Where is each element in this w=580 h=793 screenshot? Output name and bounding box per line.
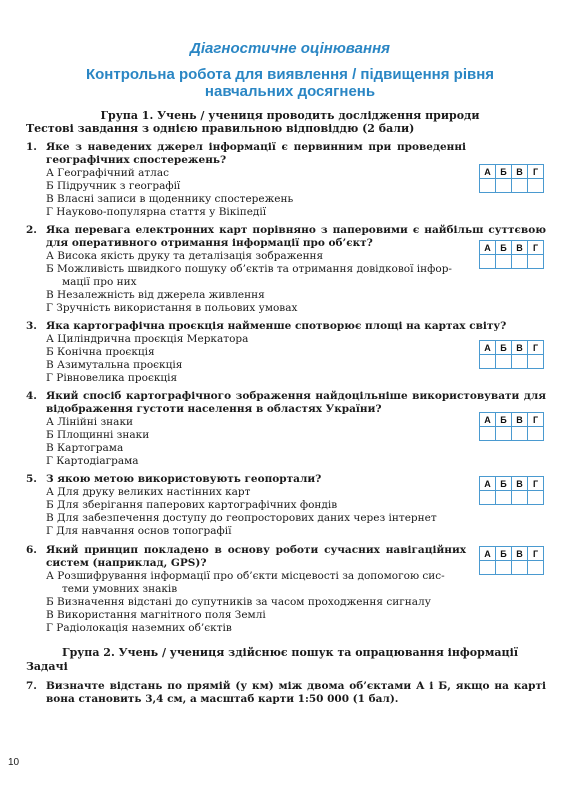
option-b-continued: мації про них [62, 276, 137, 288]
answer-cell-a[interactable] [480, 355, 496, 369]
answer-letter: А [480, 547, 496, 561]
option-a: А Географічний атлас [46, 167, 169, 179]
option-c: В Картограма [46, 442, 124, 454]
question-number: 1. [26, 141, 37, 153]
answer-cell-b[interactable] [496, 561, 512, 575]
option-c: В Незалежність від джерела живлення [46, 289, 265, 301]
answer-cell-c[interactable] [512, 427, 528, 441]
answer-letter: Г [528, 341, 544, 355]
answer-letter: А [480, 341, 496, 355]
question-text: Яка картографічна проєкція найменше спотворює площі на картах світу? [46, 320, 507, 332]
answer-letter: А [480, 165, 496, 179]
option-a: А Циліндрична проєкція Меркатора [46, 333, 249, 345]
answer-cell-a[interactable] [480, 255, 496, 269]
answer-cell-a[interactable] [480, 561, 496, 575]
option-c: В Використання магнітного поля Землі [46, 609, 266, 621]
option-b: Б Підручник з географії [46, 180, 181, 192]
option-c: В Власні записи в щоденнику спостережень [46, 193, 294, 205]
answer-cell-d[interactable] [528, 427, 544, 441]
question-number: 3. [26, 320, 37, 332]
answer-letter: В [512, 413, 528, 427]
answer-cell-b[interactable] [496, 355, 512, 369]
answer-letter: А [480, 477, 496, 491]
answer-letter: Б [496, 413, 512, 427]
answer-letter: Б [496, 477, 512, 491]
answer-grid-2[interactable] [479, 240, 544, 269]
question-text: Який принцип покладено в основу роботи сучасних навігаційних систем (наприклад, GPS)? [46, 544, 466, 569]
question-number: 2. [26, 224, 37, 236]
question-number: 4. [26, 390, 37, 402]
option-d: Г Зручність використання в польових умовах [46, 302, 298, 314]
question-6 [26, 544, 546, 635]
answer-letter: Б [496, 547, 512, 561]
answer-cell-a[interactable] [480, 491, 496, 505]
section-title: Діагностичне оцінювання [190, 40, 390, 57]
page-title: Контрольна робота для виявлення / підвищення рівня навчальних досягнень [85, 66, 495, 100]
option-a-continued: теми умовних знаків [62, 583, 178, 595]
answer-letter: В [512, 477, 528, 491]
answer-grid-4[interactable] [479, 412, 544, 441]
answer-letter: Г [528, 165, 544, 179]
option-c: В Азимутальна проєкція [46, 359, 183, 371]
answer-letter: Г [528, 477, 544, 491]
answer-grid-5[interactable] [479, 476, 544, 505]
answer-grid-1[interactable] [479, 164, 544, 193]
option-b: Б Для зберігання паперових картографічних фондів [46, 499, 338, 511]
answer-cell-d[interactable] [528, 255, 544, 269]
option-b: Б Конічна проєкція [46, 346, 155, 358]
answer-cell-b[interactable] [496, 255, 512, 269]
question-number: 6. [26, 544, 37, 556]
answer-cell-d[interactable] [528, 355, 544, 369]
option-b: Б Можливість швидкого пошуку об’єктів та отримання довідкової інфор- [46, 263, 452, 275]
group1-heading: Група 1. Учень / учениця проводить дослідження природи [100, 109, 480, 122]
answer-letter: В [512, 165, 528, 179]
task-number: 7. [26, 680, 37, 692]
answer-cell-c[interactable] [512, 561, 528, 575]
question-5 [26, 473, 546, 538]
question-1 [26, 141, 546, 219]
answer-cell-b[interactable] [496, 179, 512, 193]
option-a: А Для друку великих настінних карт [46, 486, 251, 498]
question-text: Яке з наведених джерел інформації є первинним при проведенні географічних спостережень? [46, 141, 466, 166]
answer-cell-c[interactable] [512, 491, 528, 505]
answer-cell-a[interactable] [480, 427, 496, 441]
answer-letter: В [512, 547, 528, 561]
task-text: Визначте відстань по прямій (у км) між двома об’єктами А і Б, якщо на карті вона становить 3,4 см, а масштаб карти 1:50 000 (1 бал). [46, 680, 546, 705]
option-d: Г Картодіаграма [46, 455, 139, 467]
answer-cell-c[interactable] [512, 255, 528, 269]
answer-letter: Б [496, 241, 512, 255]
question-text: Яка перевага електронних карт порівняно з паперовими є найбільш суттєвою для оперативного отримання інформації про об’єкт? [46, 224, 546, 249]
question-4 [26, 390, 546, 468]
option-a: А Висока якість друку та деталізація зображення [46, 250, 324, 262]
option-b: Б Визначення відстані до супутників за часом проходження сигналу [46, 596, 431, 608]
option-a: А Розшифрування інформації про об’єкти місцевості за допомогою сис- [46, 570, 445, 582]
answer-letter: А [480, 241, 496, 255]
option-d: Г Науково-популярна стаття у Вікіпедії [46, 206, 267, 218]
answer-cell-c[interactable] [512, 179, 528, 193]
option-d: Г Радіолокація наземних об’єктів [46, 622, 232, 634]
answer-cell-a[interactable] [480, 179, 496, 193]
answer-letter: Г [528, 547, 544, 561]
group2-subheading: Задачі [26, 660, 68, 673]
option-d: Г Рівновелика проєкція [46, 372, 178, 384]
question-text: Який спосіб картографічного зображення найдоцільніше використовувати для відображення густоти населення в областях України? [46, 390, 546, 415]
question-3 [26, 320, 546, 385]
answer-letter: Б [496, 341, 512, 355]
question-2 [26, 224, 546, 315]
option-c: В Для забезпечення доступу до геопросторових даних через інтернет [46, 512, 437, 524]
group2-heading: Група 2. Учень / учениця здійснює пошук та опрацювання інформації [61, 646, 519, 659]
answer-grid-6[interactable] [479, 546, 544, 575]
page-number: 10 [8, 757, 20, 768]
answer-cell-d[interactable] [528, 561, 544, 575]
answer-grid-3[interactable] [479, 340, 544, 369]
answer-cell-d[interactable] [528, 491, 544, 505]
answer-cell-c[interactable] [512, 355, 528, 369]
answer-letter: В [512, 241, 528, 255]
question-text: З якою метою використовують геопортали? [46, 473, 322, 485]
question-number: 5. [26, 473, 37, 485]
option-b: Б Площинні знаки [46, 429, 150, 441]
task-7 [26, 680, 546, 706]
group1-subheading: Тестові завдання з однією правильною відповіддю (2 бали) [26, 122, 415, 135]
answer-letter: В [512, 341, 528, 355]
option-a: А Лінійні знаки [46, 416, 134, 428]
answer-letter: Г [528, 241, 544, 255]
answer-letter: Г [528, 413, 544, 427]
answer-cell-b[interactable] [496, 427, 512, 441]
option-d: Г Для навчання основ топографії [46, 525, 232, 537]
answer-letter: Б [496, 165, 512, 179]
answer-cell-b[interactable] [496, 491, 512, 505]
answer-cell-d[interactable] [528, 179, 544, 193]
answer-letter: А [480, 413, 496, 427]
